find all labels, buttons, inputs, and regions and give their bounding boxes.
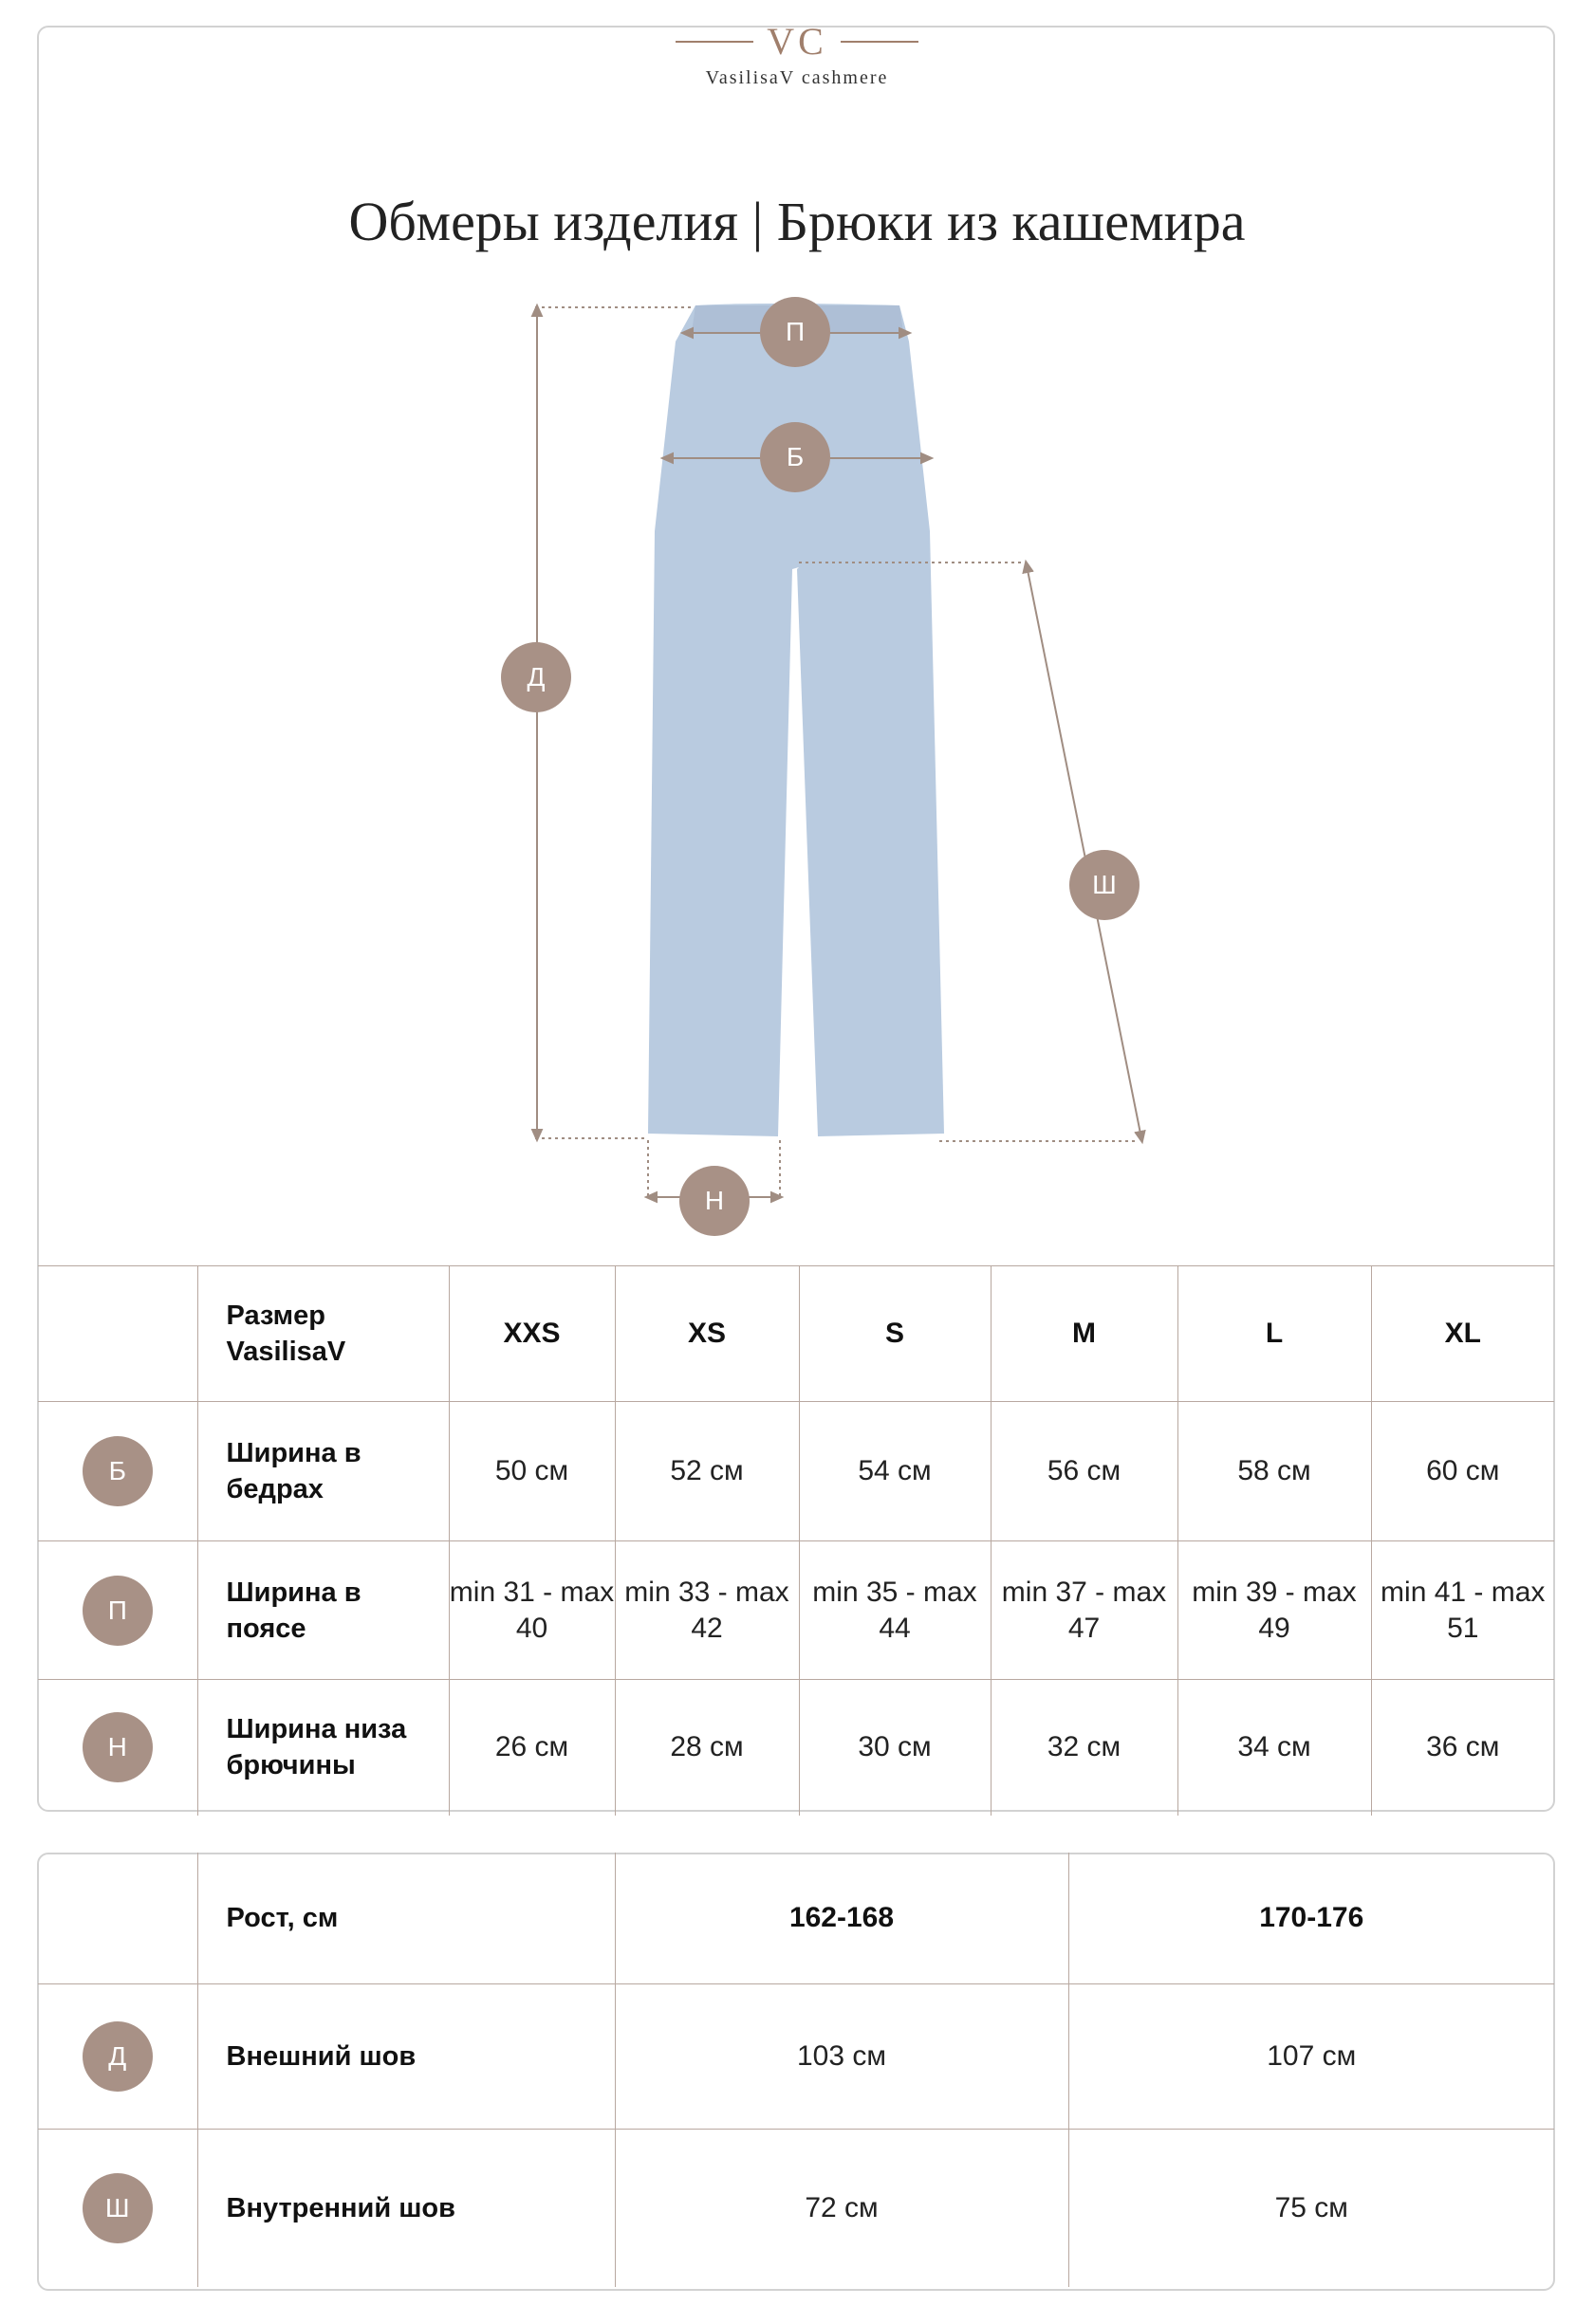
size-s: S: [799, 1266, 991, 1402]
size-xxs: XXS: [449, 1266, 615, 1402]
marker-hem: Н: [679, 1166, 750, 1236]
size-xs: XS: [615, 1266, 799, 1402]
logo-mark: VC: [767, 20, 827, 63]
table-cell: 72 см: [615, 2129, 1068, 2287]
size-table: [38, 1265, 1554, 1816]
table-cell: min 37 - max 47: [991, 1541, 1177, 1680]
marker-inseam: Ш: [1069, 850, 1140, 920]
row-label-hips: Ширина в бедрах: [197, 1402, 449, 1541]
table-cell: 54 см: [799, 1402, 991, 1541]
table-row: [38, 1541, 1554, 1680]
table-cell: 26 см: [449, 1680, 615, 1816]
table-cell: 50 см: [449, 1402, 615, 1541]
size-m: M: [991, 1266, 1177, 1402]
table-row: [38, 1680, 1554, 1816]
empty-corner: [38, 1853, 197, 1983]
table-cell: 56 см: [991, 1402, 1177, 1541]
table-row: [38, 1983, 1554, 2129]
marker-hips-row: Б: [83, 1436, 153, 1506]
height-header-row: [38, 1853, 1554, 1983]
page-title: Обмеры изделия | Брюки из кашемира: [348, 191, 1246, 252]
height-header-label: Рост, см: [197, 1853, 615, 1983]
row-label-outer-seam: Внешний шов: [197, 1983, 615, 2129]
size-header-label: Размер VasilisaV: [197, 1266, 449, 1402]
marker-waist: П: [760, 297, 830, 367]
table-row: [38, 2129, 1554, 2287]
table-cell: min 31 - max 40: [449, 1541, 615, 1680]
size-header-row: [38, 1266, 1554, 1402]
table-cell: 58 см: [1177, 1402, 1371, 1541]
table-cell: 34 см: [1177, 1680, 1371, 1816]
table-cell: 75 см: [1068, 2129, 1554, 2287]
row-label-waist: Ширина в поясе: [197, 1541, 449, 1680]
size-l: L: [1177, 1266, 1371, 1402]
marker-length-row: Д: [83, 2021, 153, 2092]
row-label-inner-seam: Внутренний шов: [197, 2129, 615, 2287]
table-cell: min 33 - max 42: [615, 1541, 799, 1680]
brand-name: VasilisaV cashmere: [705, 67, 889, 88]
table-cell: min 35 - max 44: [799, 1541, 991, 1680]
table-cell: min 39 - max 49: [1177, 1541, 1371, 1680]
table-row: [38, 1402, 1554, 1541]
table-cell: 36 см: [1371, 1680, 1554, 1816]
table-cell: 32 см: [991, 1680, 1177, 1816]
table-cell: 28 см: [615, 1680, 799, 1816]
marker-inseam-row: Ш: [83, 2173, 153, 2243]
table-cell: 60 см: [1371, 1402, 1554, 1541]
height-162-168: 162-168: [615, 1853, 1068, 1983]
marker-hem-row: Н: [83, 1712, 153, 1782]
table-cell: min 41 - max 51: [1371, 1541, 1554, 1680]
size-xl: XL: [1371, 1266, 1554, 1402]
table-cell: 107 см: [1068, 1983, 1554, 2129]
table-cell: 103 см: [615, 1983, 1068, 2129]
row-label-hem: Ширина низа брючины: [197, 1680, 449, 1816]
marker-hips: Б: [760, 422, 830, 492]
table-cell: 52 см: [615, 1402, 799, 1541]
height-table: [38, 1853, 1554, 2287]
marker-length: Д: [501, 642, 571, 712]
table-cell: 30 см: [799, 1680, 991, 1816]
empty-corner: [38, 1266, 197, 1402]
inseam-measure-line: [1027, 565, 1141, 1138]
marker-waist-row: П: [83, 1576, 153, 1646]
height-170-176: 170-176: [1068, 1853, 1554, 1983]
